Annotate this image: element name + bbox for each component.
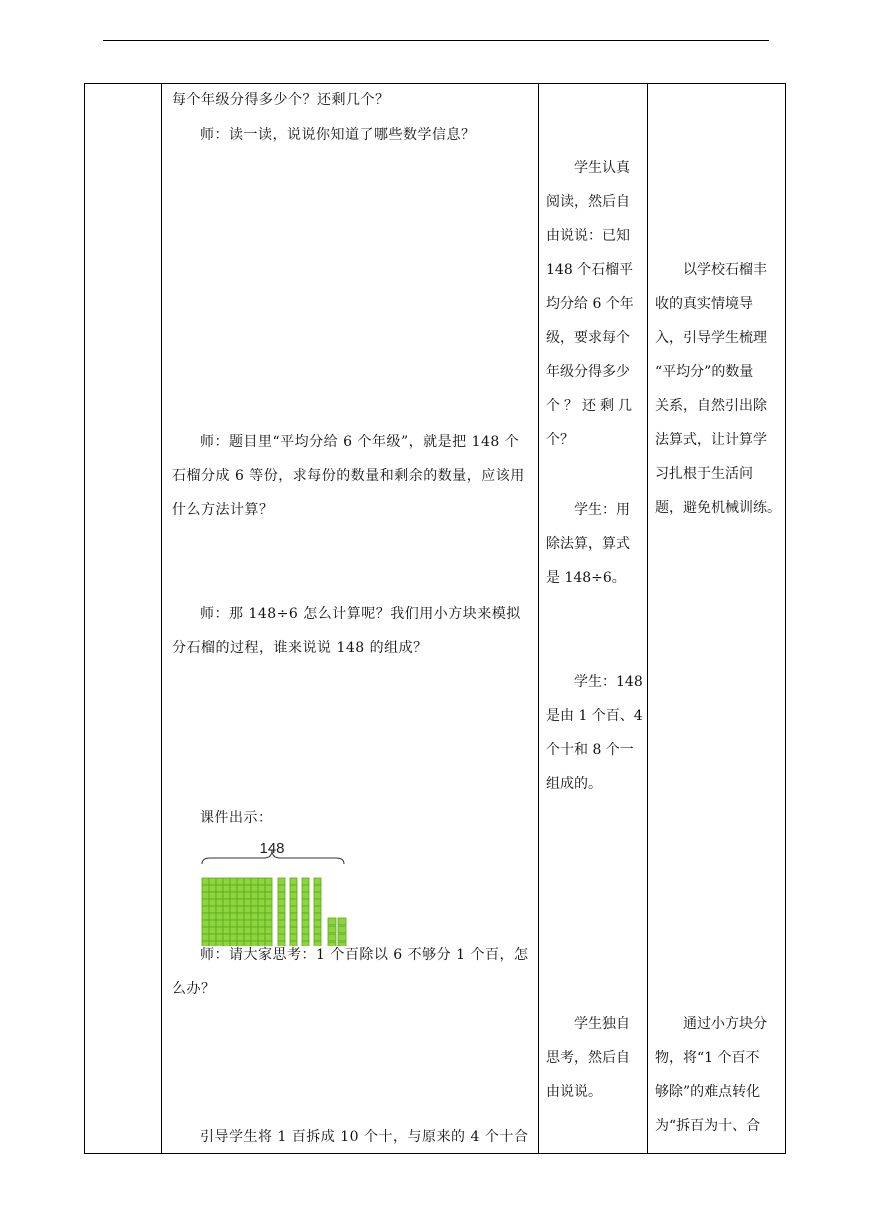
hundred-block-cell [251, 913, 258, 920]
ten-rod-cell [278, 878, 285, 885]
hundred-block-cell [209, 920, 216, 927]
hundred-block-cell [237, 899, 244, 906]
hundred-block-cell [230, 885, 237, 892]
teacher-line: 师：题目里“平均分给 6 个年级”，就是把 148 个 [200, 434, 520, 450]
hundred-block-cell [209, 927, 216, 934]
hundred-block-cell [202, 885, 209, 892]
ten-rod-cell [314, 913, 321, 920]
hundred-block-cell [265, 878, 272, 885]
ten-rod-cell [314, 878, 321, 885]
hundred-block-cell [202, 913, 209, 920]
student-line: 思考，然后自 [546, 1050, 630, 1066]
intent-line: 够除”的难点转化 [655, 1084, 761, 1100]
hundred-block-cell [251, 920, 258, 927]
hundred-block-cell [216, 927, 223, 934]
hundred-block-cell [258, 913, 265, 920]
student-line: 年级分得多少 [546, 364, 630, 380]
hundred-block-cell [258, 878, 265, 885]
hundred-block-cell [258, 906, 265, 913]
hundred-block-cell [230, 899, 237, 906]
header-rule [103, 40, 769, 41]
student-line: 是由 1 个百、4 [546, 708, 643, 724]
hundred-block-cell [237, 920, 244, 927]
student-response-1 [546, 151, 646, 457]
ten-rod-cell [278, 906, 285, 913]
intent-line: 以学校石榴丰 [683, 262, 767, 278]
hundred-block-cell [216, 899, 223, 906]
student-line: 学生独自 [574, 1016, 630, 1032]
hundred-block-cell [230, 906, 237, 913]
intent-line: 题，避免机械训练。 [655, 500, 781, 516]
hundred-block-cell [223, 927, 230, 934]
ten-rod-cell [302, 899, 309, 906]
design-intent-1 [655, 253, 781, 525]
hundred-block-cell [237, 913, 244, 920]
place-value-blocks-figure [200, 836, 350, 946]
design-intent-2 [655, 1007, 781, 1143]
ten-rod-cell [278, 927, 285, 934]
student-response-3 [546, 665, 646, 801]
hundred-block-cell [251, 878, 258, 885]
hundred-block-cell [230, 878, 237, 885]
hundred-block-cell [209, 878, 216, 885]
hundred-block-cell [237, 878, 244, 885]
intent-line: 习扎根于生活问 [655, 466, 753, 482]
student-line: 由说说。 [546, 1084, 602, 1100]
hundred-block-cell [237, 892, 244, 899]
hundred-block-cell [244, 913, 251, 920]
one-cube [328, 926, 336, 933]
hundred-block-cell [251, 899, 258, 906]
ten-rod-cell [314, 920, 321, 927]
student-line: 学生：用 [574, 502, 630, 518]
teacher-line: 师：那 148÷6 怎么计算呢？我们用小方块来模拟 [200, 606, 521, 622]
hundred-block-cell [258, 899, 265, 906]
hundred-block-cell [251, 892, 258, 899]
hundred-block-cell [230, 920, 237, 927]
hundred-block-cell [251, 906, 258, 913]
hundred-block-cell [251, 927, 258, 934]
student-response-4 [546, 1007, 646, 1109]
hundred-block-cell [223, 920, 230, 927]
hundred-block-cell [265, 920, 272, 927]
student-line: 组成的。 [546, 776, 602, 792]
column-divider [538, 84, 539, 1153]
hundred-block-cell [202, 892, 209, 899]
ten-rod-cell [290, 878, 297, 885]
intent-line: “平均分”的数量 [655, 364, 754, 380]
teacher-line: 师：请大家思考：1 个百除以 6 不够分 1 个百，怎 [200, 947, 529, 963]
hundred-block-cell [265, 927, 272, 934]
hundred-block-cell [237, 885, 244, 892]
ten-rod-cell [302, 927, 309, 934]
student-line: 是 148÷6。 [546, 570, 626, 586]
hundred-block-cell [265, 899, 272, 906]
hundred-block-cell [223, 885, 230, 892]
ten-rod-cell [290, 899, 297, 906]
hundred-block-cell [202, 927, 209, 934]
intent-line: 法算式，让计算学 [655, 432, 767, 448]
hundred-block-cell [202, 899, 209, 906]
ten-rod-cell [302, 920, 309, 927]
hundred-block-cell [223, 878, 230, 885]
ten-rod-cell [290, 927, 297, 934]
hundred-block-cell [265, 913, 272, 920]
hundred-block-cell [237, 906, 244, 913]
ten-rod-cell [314, 885, 321, 892]
ten-rod-cell [278, 892, 285, 899]
ten-rod-cell [290, 920, 297, 927]
ten-rod-cell [302, 892, 309, 899]
hundred-block-cell [258, 927, 265, 934]
ten-rod-cell [314, 927, 321, 934]
hundred-block-cell [223, 892, 230, 899]
hundred-block-cell [258, 885, 265, 892]
student-line: 阅读，然后自 [546, 194, 630, 210]
hundred-block-cell [209, 892, 216, 899]
ten-rod-cell [278, 885, 285, 892]
student-line: 除法算，算式 [546, 536, 630, 552]
intent-line: 通过小方块分 [683, 1016, 767, 1032]
ten-rod-cell [290, 906, 297, 913]
teacher-line: 么办？ [172, 981, 216, 997]
hundred-block-cell [223, 906, 230, 913]
ten-rod-cell [278, 920, 285, 927]
hundred-block-cell [244, 906, 251, 913]
hundred-block-cell [265, 906, 272, 913]
figure-label: 148 [259, 840, 285, 857]
teacher-line: 什么方法计算？ [172, 502, 274, 518]
hundred-block-cell [244, 885, 251, 892]
hundred-block-cell [230, 913, 237, 920]
ten-rod-cell [278, 899, 285, 906]
teacher-paragraph: 每个年级分得多少个？还剩几个？ [172, 92, 390, 108]
hundred-block-cell [216, 892, 223, 899]
student-line: 个？还剩几 [546, 398, 636, 414]
ten-rod-cell [290, 892, 297, 899]
ten-rod-cell [290, 885, 297, 892]
column-divider [161, 84, 162, 1153]
column-divider [647, 84, 648, 1153]
teacher-line: 分石榴的过程，谁来说说 148 的组成？ [172, 640, 428, 656]
hundred-block-cell [216, 920, 223, 927]
hundred-block-cell [202, 878, 209, 885]
student-line: 学生：148 [574, 674, 643, 690]
intent-line: 关系，自然引出除 [655, 398, 767, 414]
hundred-block-cell [216, 906, 223, 913]
hundred-block-cell [230, 927, 237, 934]
hundred-block-cell [244, 892, 251, 899]
ten-rod-cell [290, 913, 297, 920]
student-line: 个十和 8 个一 [546, 742, 634, 758]
hundred-block-cell [251, 885, 258, 892]
hundred-block-cell [244, 920, 251, 927]
teacher-paragraph: 师：读一读，说说你知道了哪些数学信息？ [200, 127, 476, 143]
hundred-block-cell [244, 927, 251, 934]
one-cube [338, 918, 346, 925]
intent-line: 入，引导学生梳理 [655, 330, 767, 346]
intent-line: 收的真实情境导 [655, 296, 753, 312]
ten-rod-cell [302, 906, 309, 913]
intent-line: 为“拆百为十、合 [655, 1118, 761, 1134]
ten-rod-cell [314, 899, 321, 906]
hundred-block-cell [237, 927, 244, 934]
hundred-block-cell [209, 885, 216, 892]
hundred-block-cell [258, 920, 265, 927]
courseware-label: 课件出示： [200, 810, 273, 826]
student-line: 个？ [546, 432, 574, 448]
teacher-line: 石榴分成 6 等份，求每份的数量和剩余的数量，应该用 [172, 468, 525, 484]
teacher-line: 引导学生将 1 百拆成 10 个十，与原来的 4 个十合 [200, 1129, 529, 1145]
hundred-block-cell [244, 899, 251, 906]
hundred-block-cell [230, 892, 237, 899]
student-line: 148 个石榴平 [546, 262, 634, 278]
student-line: 学生认真 [574, 160, 630, 176]
hundred-block-cell [265, 885, 272, 892]
hundred-block-cell [244, 878, 251, 885]
hundred-block-cell [258, 892, 265, 899]
hundred-block-cell [216, 913, 223, 920]
one-cube [338, 926, 346, 933]
student-line: 均分给 6 个年 [546, 296, 634, 312]
hundred-block-cell [216, 878, 223, 885]
blocks [202, 878, 346, 946]
hundred-block-cell [202, 906, 209, 913]
hundred-block-cell [216, 885, 223, 892]
student-response-2 [546, 493, 646, 595]
intent-line: 物，将“1 个百不 [655, 1050, 760, 1066]
ten-rod-cell [314, 906, 321, 913]
one-cube [328, 918, 336, 925]
ten-rod-cell [302, 885, 309, 892]
student-line: 由说说：已知 [546, 228, 630, 244]
ten-rod-cell [302, 913, 309, 920]
hundred-block-cell [209, 906, 216, 913]
hundred-block-cell [265, 892, 272, 899]
hundred-block-cell [223, 899, 230, 906]
student-line: 级，要求每个 [546, 330, 630, 346]
ten-rod-cell [314, 892, 321, 899]
hundred-block-cell [223, 913, 230, 920]
hundred-block-cell [209, 913, 216, 920]
hundred-block-cell [202, 920, 209, 927]
ten-rod-cell [278, 913, 285, 920]
hundred-block-cell [209, 899, 216, 906]
ten-rod-cell [302, 878, 309, 885]
